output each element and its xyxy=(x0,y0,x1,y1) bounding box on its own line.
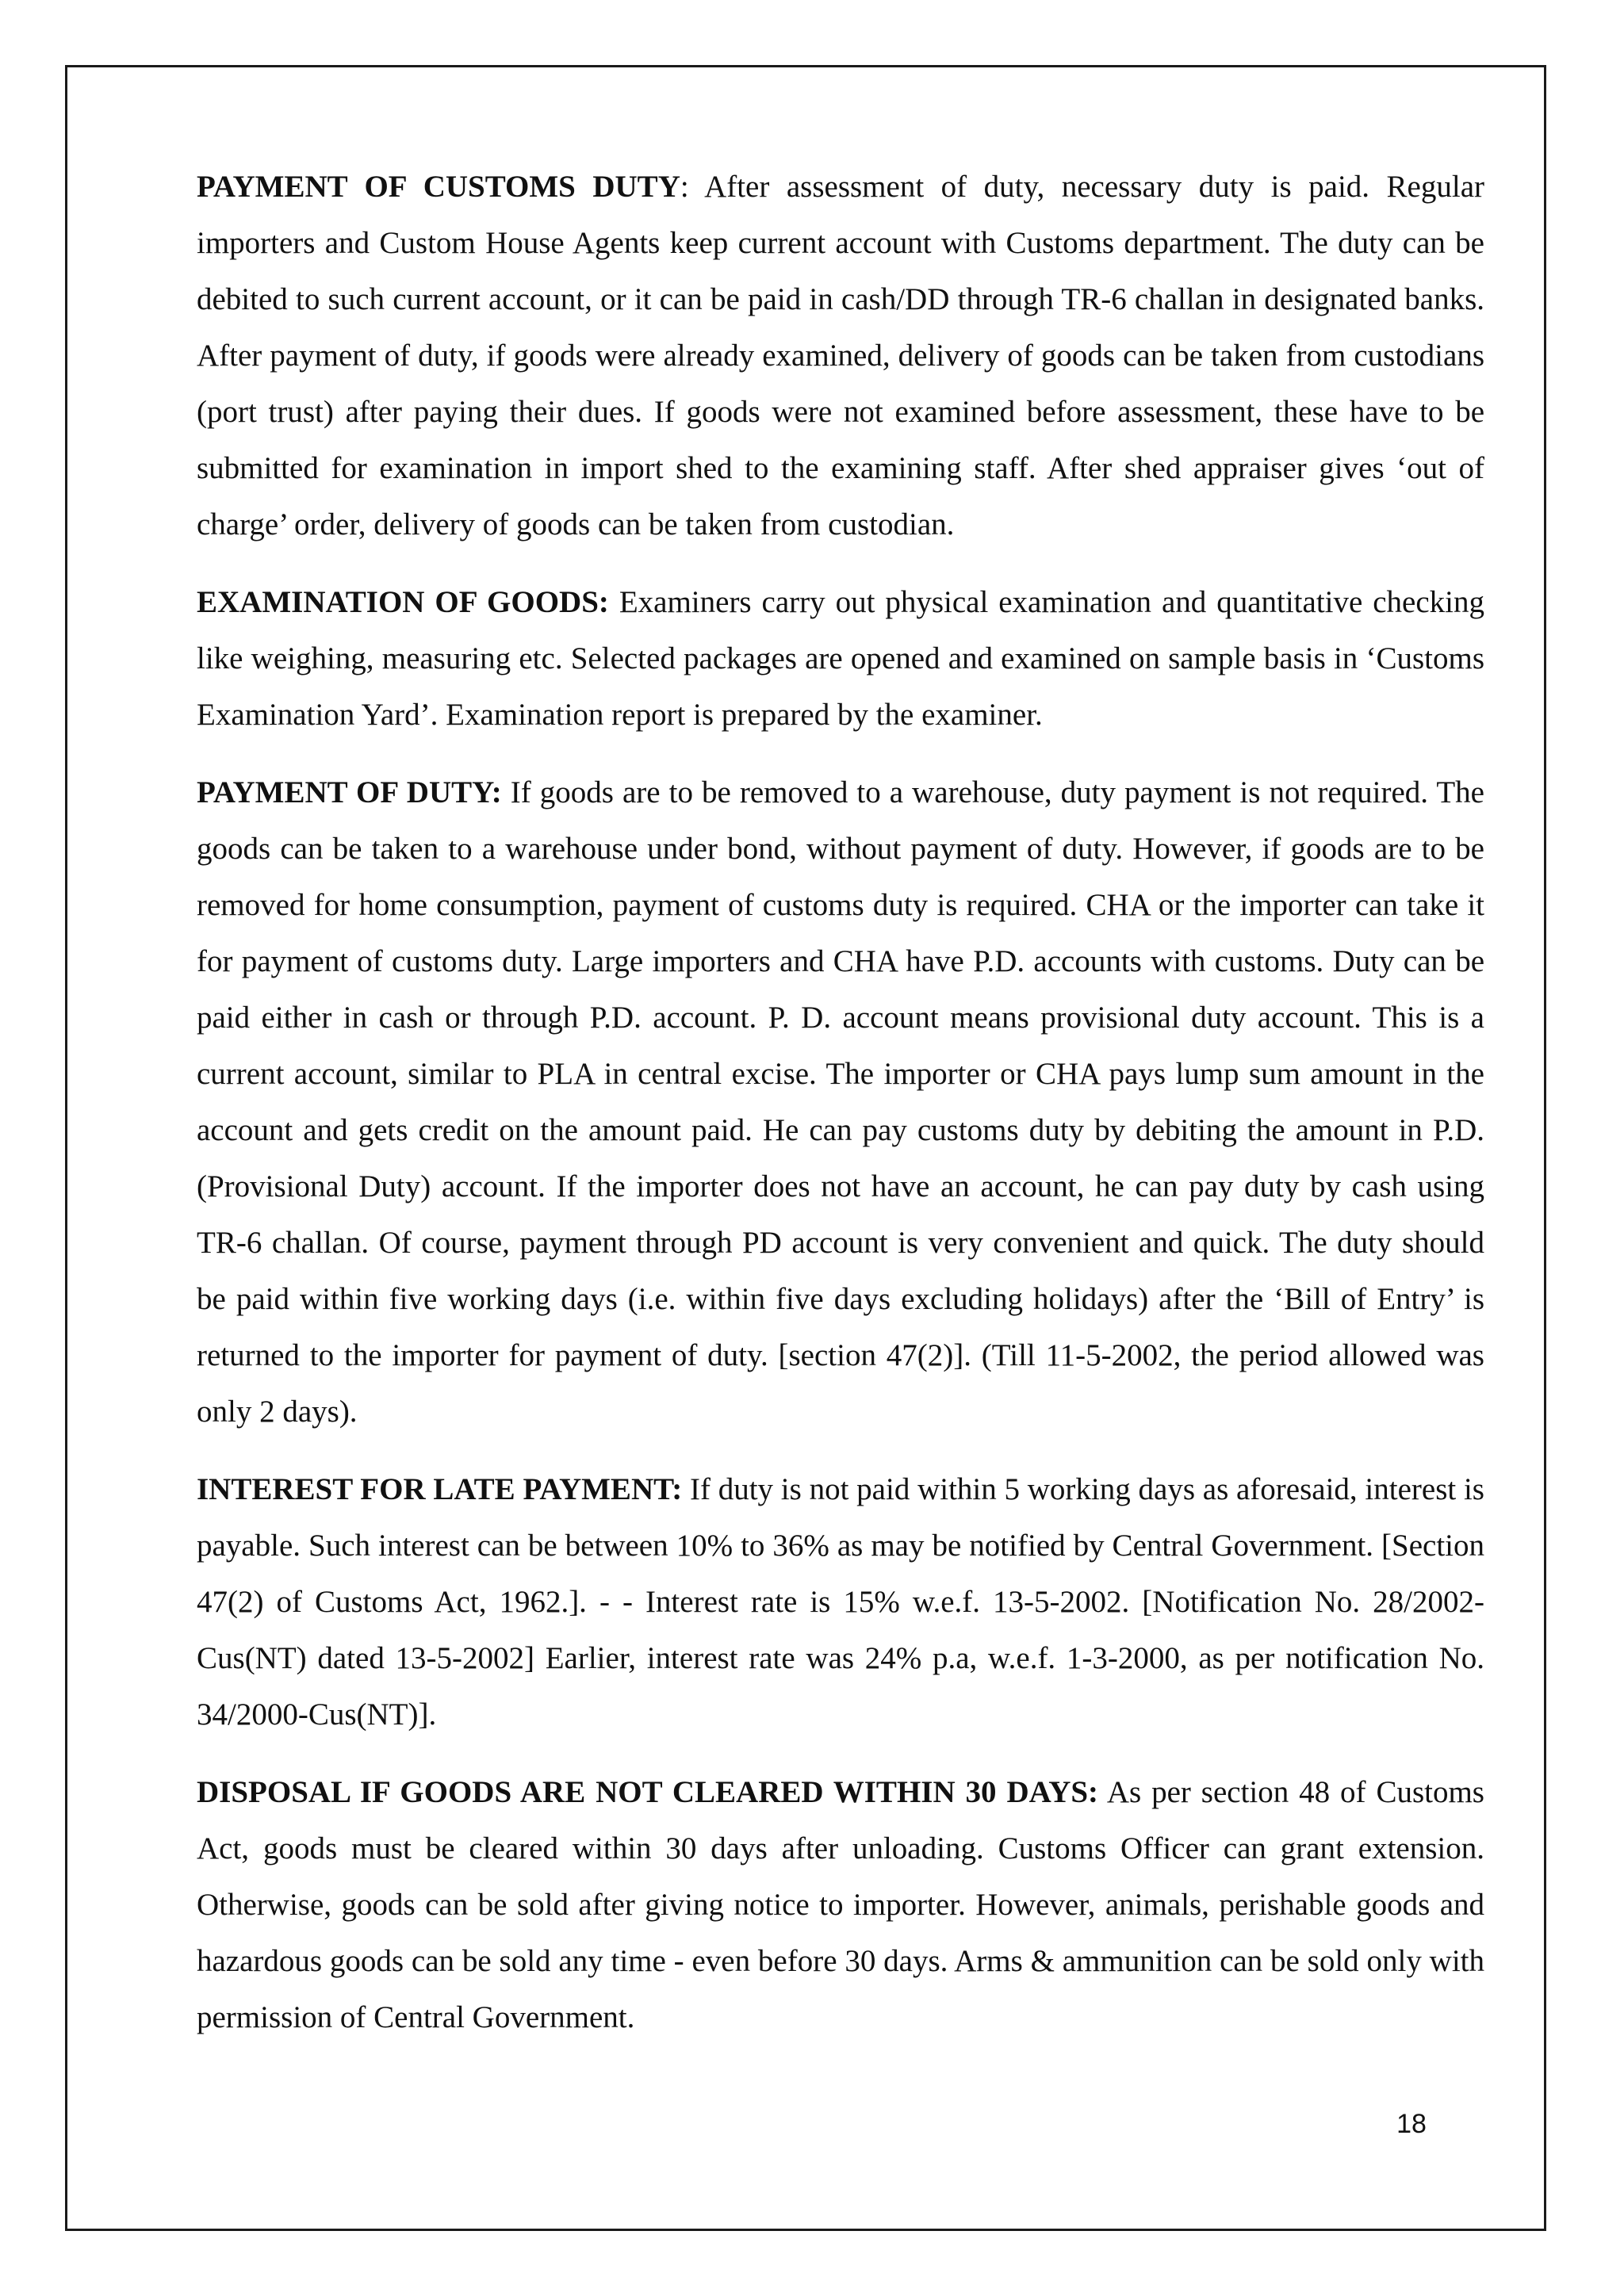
heading-separator xyxy=(609,585,619,619)
paragraph-disposal-of-goods xyxy=(197,1764,1484,2045)
heading-separator: : xyxy=(680,170,705,204)
document-body xyxy=(197,159,1484,2067)
section-heading: EXAMINATION OF GOODS: xyxy=(197,585,609,619)
heading-separator xyxy=(502,775,511,809)
heading-separator xyxy=(682,1472,690,1506)
paragraph-payment-of-customs-duty xyxy=(197,159,1484,553)
section-heading: PAYMENT OF DUTY: xyxy=(197,775,502,809)
paragraph-text: If duty is not paid within 5 working days as aforesaid, interest is payable. Such interest can be between 10% to 36% as may be notified by Central Government. [Section 47(2) of Customs Act, 1962.]. - - Interest rate is 15% w.e.f. 13-5-2002. [Notification No. 28/2002-Cus(NT) dated 13-5-2002] Earlier, interest rate was 24% p.a, w.e.f. 1-3-2000, as per notification No. 34/2000-Cus(NT)]. xyxy=(197,1472,1484,1732)
page-number: 18 xyxy=(1396,2109,1427,2139)
section-heading: PAYMENT OF CUSTOMS DUTY xyxy=(197,170,680,204)
section-heading: INTEREST FOR LATE PAYMENT: xyxy=(197,1472,683,1506)
paragraph-text: As per section 48 of Customs Act, goods must be cleared within 30 days after unloading. Customs Officer can grant extension. Otherwise, goods can be sold after giving notice to importer. However, animals, perishable goods and hazardous goods can be sold any time - even before 30 days. Arms & ammunition can be sold only with permission of Central Government. xyxy=(197,1775,1484,2034)
heading-separator xyxy=(1098,1775,1107,1809)
paragraph-interest-for-late-payment xyxy=(197,1461,1484,1743)
paragraph-text: Examiners carry out physical examination and quantitative checking like weighing, measuring etc. Selected packages are opened and examined on sample basis in ‘Customs Examination Yard’. Examination report is prepared by the examiner. xyxy=(197,585,1485,732)
paragraph-payment-of-duty xyxy=(197,764,1484,1440)
paragraph-examination-of-goods xyxy=(197,574,1484,743)
paragraph-text: After assessment of duty, necessary duty is paid. Regular importers and Custom House Agents keep current account with Customs department. The duty can be debited to such current account, or it can be paid in cash/DD through TR-6 challan in designated banks. After payment of duty, if goods were already examined, delivery of goods can be taken from custodians (port trust) after paying their dues. If goods were not examined before assessment, these have to be submitted for examination in import shed to the examining staff. After shed appraiser gives ‘out of charge’ order, delivery of goods can be taken from custodian. xyxy=(197,170,1484,541)
section-heading: DISPOSAL IF GOODS ARE NOT CLEARED WITHIN 30 DAYS: xyxy=(197,1775,1099,1809)
paragraph-text: If goods are to be removed to a warehouse, duty payment is not required. The goods can be taken to a warehouse under bond, without payment of duty. However, if goods are to be removed for home consumption, payment of customs duty is required. CHA or the importer can take it for payment of customs duty. Large importers and CHA have P.D. accounts with customs. Duty can be paid either in cash or through P.D. account. P. D. account means provisional duty account. This is a current account, similar to PLA in central excise. The importer or CHA pays lump sum amount in the account and gets credit on the amount paid. He can pay customs duty by debiting the amount in P.D. (Provisional Duty) account. If the importer does not have an account, he can pay duty by cash using TR-6 challan. Of course, payment through PD account is very convenient and quick. The duty should be paid within five working days (i.e. within five days excluding holidays) after the ‘Bill of Entry’ is returned to the importer for payment of duty. [section 47(2)]. (Till 11-5-2002, the period allowed was only 2 days). xyxy=(197,775,1484,1429)
